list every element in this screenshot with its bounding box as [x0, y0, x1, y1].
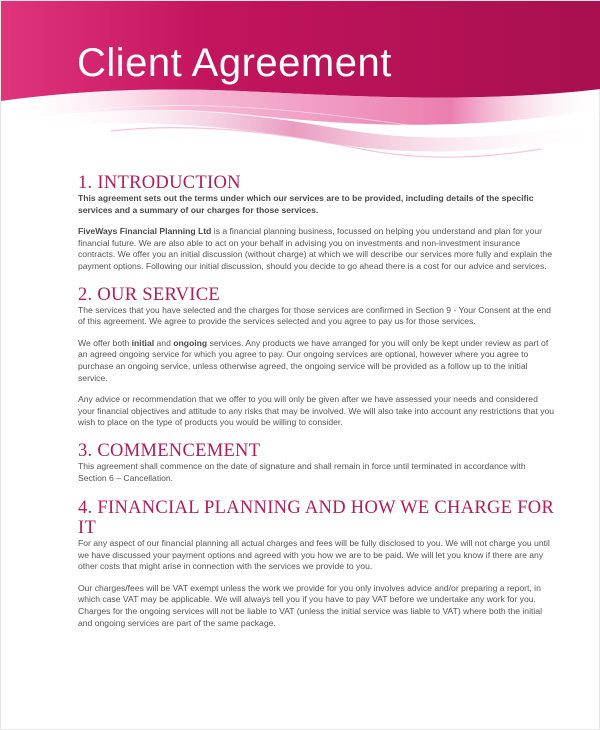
section-introduction — [78, 173, 556, 273]
text-run: and — [154, 337, 174, 348]
header-banner — [1, 1, 600, 166]
document-body — [78, 173, 556, 641]
section-commencement — [78, 441, 556, 484]
section-heading: 2. OUR SERVICE — [78, 284, 220, 305]
section-paragraph: For any aspect of our financial planning all actual charges and fees will be fully disclosed to you. We will not charge you until we have discussed your payment options and agreed with you how we are to be paid. We will let you know if there are any other costs that might arise in connection with the services we provide to you. — [78, 538, 550, 572]
section-paragraph: The services that you have selected and the charges for those services are confirmed in Section 9 - Your Consent at the end of this agreement. We agree to provide the services selected and you agree to pay us for those services. — [78, 304, 551, 327]
section-heading: 3. COMMENCEMENT — [78, 440, 261, 461]
section-our-service — [78, 285, 556, 429]
text-run: services. Any products we have arranged for you will only be kept under review as part of an agreed ongoing service for which you agree to pay. Our ongoing services are optional, however where you agree to purchase an ongoing service, unless otherwise agreed, the ongoing service will be provided as a follow up to the initial service. — [78, 337, 549, 383]
text-run: We offer both — [78, 337, 132, 348]
emphasis-ongoing: ongoing — [173, 337, 208, 348]
section-paragraph: This agreement sets out the terms under which our services are to be provided, including details of the specific services and a summary of our charges for those services. — [78, 193, 534, 215]
company-name: FiveWays Financial Planning Ltd — [78, 226, 212, 237]
section-financial-planning — [78, 498, 556, 629]
section-heading: 1. INTRODUCTION — [78, 173, 241, 193]
section-paragraph: Our charges/fees will be VAT exempt unless the work we provide for you only involves advice and/or preparing a report, in which case VAT may be applicable. We will always tell you if you have to pay VAT before we undertake any work for you. Charges for the ongoing services will not be liable to VAT (unless the initial service was liable to VAT) where both the initial and ongoing services are part of the same package. — [78, 582, 542, 628]
company-description: is a financial planning business, focussed on helping you understand and plan for your financial future. We are also able to act on your behalf in advising you on investments and non-investment insurance contracts. We offer you an initial discussion (without charge) at which we will describe our services more fully and explain the payment options. Following our initial discussion, should you decide to go ahead there is a cost for our advice and services. — [78, 226, 552, 271]
section-paragraph — [78, 226, 556, 272]
section-heading: 4. FINANCIAL PLANNING AND HOW WE CHARGE FOR IT — [78, 498, 555, 539]
section-paragraph: This agreement shall commence on the date of signature and shall remain in force until terminated in accordance with Section 6 – Cancellation. — [78, 460, 526, 483]
emphasis-initial: initial — [131, 337, 155, 348]
section-paragraph — [78, 338, 556, 384]
document-title: Client Agreement — [77, 41, 392, 85]
section-paragraph: Any advice or recommendation that we offer to you will only be given after we have assessed your needs and considered your financial objectives and attitude to any risks that may be involved. We will also take into account any restrictions that you wish to place on the type of products you would be willing to consider. — [78, 394, 555, 428]
